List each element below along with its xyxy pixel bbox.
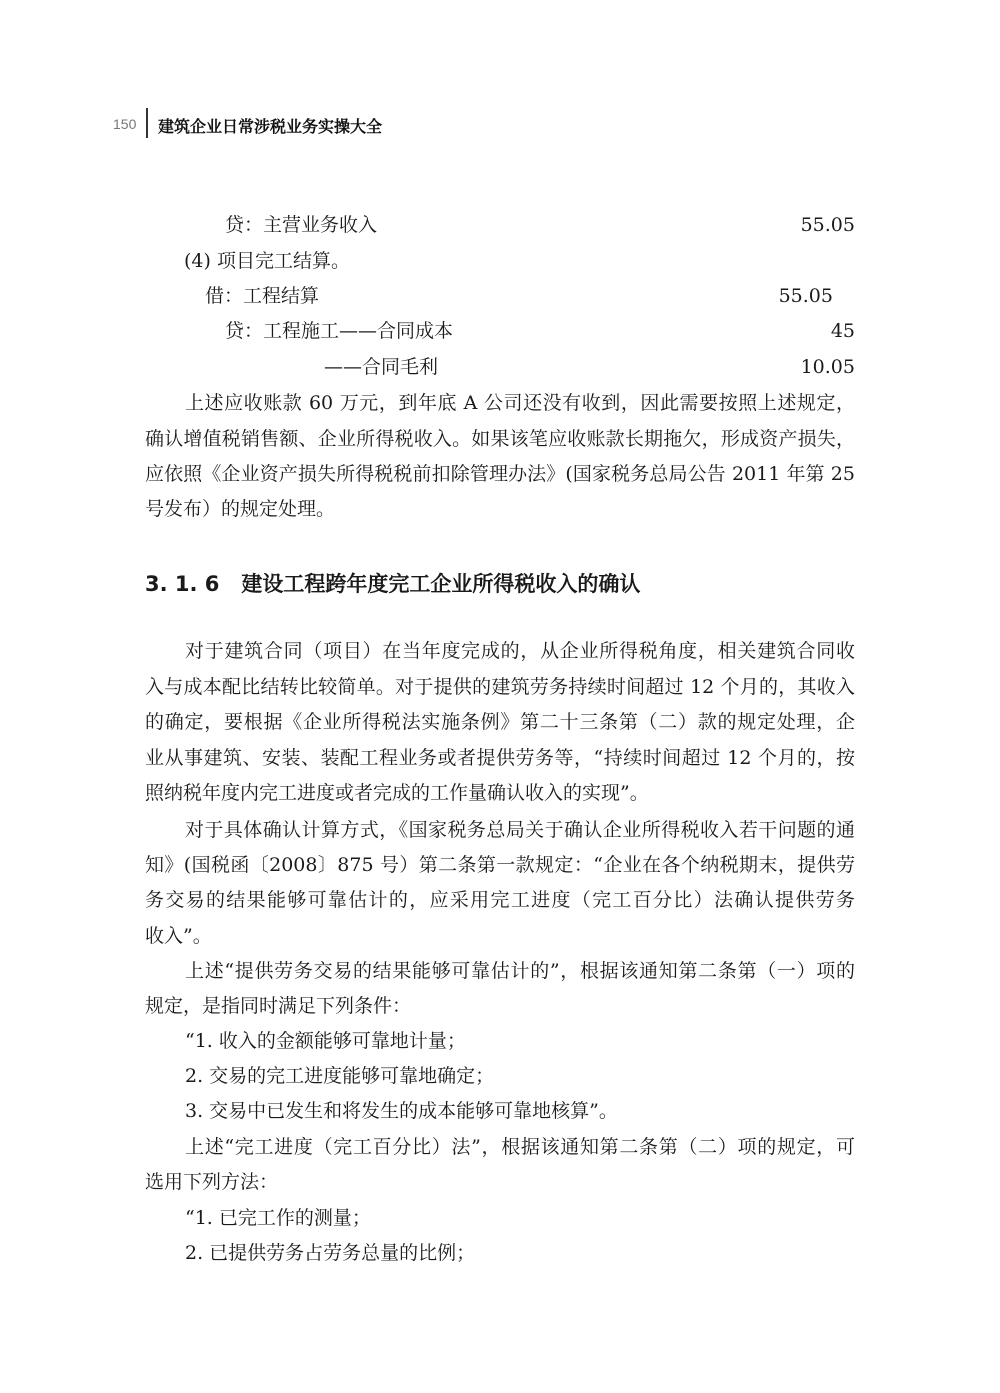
book-title: 建筑企业日常涉税业务实操大全: [158, 119, 383, 136]
text-line: 上述应收账款 60 万元，到年底 A 公司还没有收到，因此需要按照上述规定，: [185, 392, 855, 414]
section-number: 3. 1. 6: [145, 572, 220, 596]
text-line: 照纳税年度内完工进度或者完成的工作量确认收入的实现”。: [145, 782, 649, 804]
text-line: “1. 已完工作的测量；: [185, 1207, 371, 1229]
entry-amount: 45: [830, 320, 855, 342]
text-line: 的确定，要根据《企业所得税法实施条例》第二十三条第（二）款的规定处理，企: [145, 711, 855, 733]
entry-label: ——合同毛利: [324, 356, 439, 378]
text-line: 收入”。: [145, 925, 212, 947]
text-line: 业从事建筑、安装、装配工程业务或者提供劳务等，“持续时间超过 12 个月的，按: [145, 747, 855, 769]
text-line: 对于建筑合同（项目）在当年度完成的，从企业所得税角度，相关建筑合同收: [185, 640, 855, 662]
text-line: “1. 收入的金额能够可靠地计量；: [185, 1030, 466, 1052]
entry-amount: 55.05: [778, 285, 833, 307]
text-line: 2. 交易的完工进度能够可靠地确定；: [185, 1065, 495, 1087]
text-line: 规定，是指同时满足下列条件：: [145, 995, 412, 1017]
text-line: 务交易的结果能够可靠估计的，应采用完工进度（完工百分比）法确认提供劳务: [145, 889, 855, 911]
text-line: 3. 交易中已发生和将发生的成本能够可靠地核算”。: [185, 1100, 618, 1122]
text-line: 知》(国税函〔2008〕875 号）第二条第一款规定：“企业在各个纳税期末，提供劳: [145, 854, 855, 876]
text-line: 选用下列方法：: [145, 1171, 279, 1193]
entry-amount: 55.05: [800, 214, 855, 236]
text-line: 上述“提供劳务交易的结果能够可靠估计的”，根据该通知第二条第（一）项的: [185, 960, 855, 982]
text-line: 应依照《企业资产损失所得税税前扣除管理办法》(国家税务总局公告 2011 年第 25: [145, 463, 855, 485]
text-line: 对于具体确认计算方式，《国家税务总局关于确认企业所得税收入若干问题的通: [185, 819, 855, 841]
section-title: 建设工程跨年度完工企业所得税收入的确认: [241, 572, 641, 596]
text-line: 确认增值税销售额、企业所得税收入。如果该笔应收账款长期拖欠，形成资产损失，: [145, 428, 855, 450]
text-line: 上述“完工进度（完工百分比）法”，根据该通知第二条第（二）项的规定，可: [185, 1136, 855, 1158]
text-line: 号发布）的规定处理。: [145, 498, 336, 520]
entry-label: 贷：主营业务收入: [225, 214, 378, 236]
page-number: 150: [113, 116, 137, 132]
entry-label: 贷：工程施工——合同成本: [225, 320, 454, 342]
text-line: 入与成本配比结转比较简单。对于提供的建筑劳务持续时间超过 12 个月的，其收入: [145, 676, 855, 698]
entry-label: (4) 项目完工结算。: [184, 250, 350, 272]
header-divider: [146, 108, 148, 138]
section-heading: [145, 568, 640, 598]
entry-amount: 10.05: [800, 356, 855, 378]
text-line: 2. 已提供劳务占劳务总量的比例；: [185, 1242, 476, 1264]
entry-label: 借：工程结算: [205, 285, 320, 307]
